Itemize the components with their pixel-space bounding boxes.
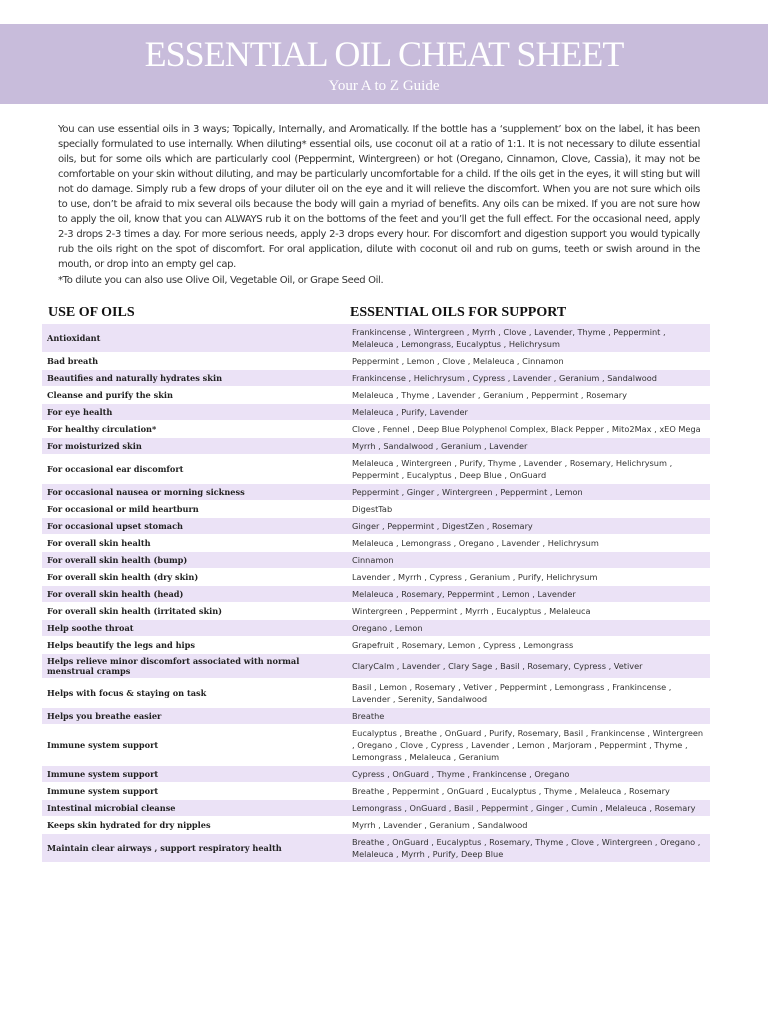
table-row	[42, 834, 710, 862]
oils-cell: DigestTab	[347, 501, 710, 517]
table-row	[42, 637, 710, 653]
table-row	[42, 324, 710, 352]
oils-cell: Breathe , Peppermint , OnGuard , Eucalyptus , Thyme , Melaleuca , Rosemary	[347, 783, 710, 799]
table-row	[42, 800, 710, 816]
table-row	[42, 766, 710, 782]
intro-paragraph: You can use essential oils in 3 ways; Topically, Internally, and Aromatically. If the bottle has a ‘supplement’ box on the label, it has been specially formulated to use internally. When diluting* essential oils, use coconut oil at a ratio of 1:1. It is not necessary to dilute essential oils, but for some oils which are particularly cool (Peppermint, Wintergreen) or hot (Oregano, Cinnamon, Clove, Cassia), it may not be comfortable on your skin without diluting, and may be particularly uncomfortable for a child. If the oils get in the eyes, it will sting but will not do damage. Simply rub a few drops of your diluter oil on the eye and it will relieve the discomfort. When you are not sure which oils to use, don’t be afraid to mix several oils because the body will gain a myriad of benefits. Any oils can be mixed. If you are not sure how to apply the oil, know that you can ALWAYS rub it on the bottoms of the feet and you’ll get the full effect. For the occasional need, apply 2-3 drops 2-3 times a day. For more serious needs, apply 2-3 drops every hour. For discomfort and digestion support you would typically rub the oils right on the spot of discomfort. For oral application, dilute with coconut oil and rub on gums, teeth or swish around in the mouth, or drop into an empty gel cap.	[58, 124, 700, 270]
use-cell: Immune system support	[42, 766, 347, 782]
oils-cell: Frankincense , Helichrysum , Cypress , Lavender , Geranium , Sandalwood	[347, 370, 710, 386]
use-cell: Maintain clear airways , support respiratory health	[42, 834, 347, 862]
use-cell: Cleanse and purify the skin	[42, 387, 347, 403]
use-cell: Helps with focus & staying on task	[42, 679, 347, 707]
use-cell: Bad breath	[42, 353, 347, 369]
oils-cell: ClaryCalm , Lavender , Clary Sage , Basil , Rosemary, Cypress , Vetiver	[347, 654, 710, 678]
oils-cell: Basil , Lemon , Rosemary , Vetiver , Peppermint , Lemongrass , Frankincense , Lavender , Serenity, Sandalwood	[347, 679, 710, 707]
use-cell: Antioxidant	[42, 324, 347, 352]
oils-cell: Breathe	[347, 708, 710, 724]
use-cell: Immune system support	[42, 783, 347, 799]
table-row	[42, 708, 710, 724]
table-row	[42, 484, 710, 500]
table-row	[42, 455, 710, 483]
use-cell: For occasional ear discomfort	[42, 455, 347, 483]
table-row	[42, 783, 710, 799]
table-row	[42, 421, 710, 437]
column-header-use: USE OF OILS	[48, 305, 135, 320]
oils-cell: Breathe , OnGuard , Eucalyptus , Rosemary, Thyme , Clove , Wintergreen , Oregano , Melaleuca , Myrrh , Purify, Deep Blue	[347, 834, 710, 862]
use-cell: Helps beautify the legs and hips	[42, 637, 347, 653]
oils-cell: Frankincense , Wintergreen , Myrrh , Clove , Lavender, Thyme , Peppermint , Melaleuca , Lemongrass, Eucalyptus , Helichrysum	[347, 324, 710, 352]
oils-cell: Cinnamon	[347, 552, 710, 568]
use-cell: For occasional upset stomach	[42, 518, 347, 534]
page-title: ESSENTIAL OIL CHEAT SHEET	[144, 34, 624, 74]
table-row	[42, 569, 710, 585]
oils-cell: Peppermint , Ginger , Wintergreen , Peppermint , Lemon	[347, 484, 710, 500]
use-cell: For overall skin health (irritated skin)	[42, 603, 347, 619]
oils-cell: Ginger , Peppermint , DigestZen , Rosemary	[347, 518, 710, 534]
use-cell: For overall skin health (head)	[42, 586, 347, 602]
table-row	[42, 518, 710, 534]
table-row	[42, 370, 710, 386]
table-row	[42, 353, 710, 369]
table-row	[42, 620, 710, 636]
use-cell: For moisturized skin	[42, 438, 347, 454]
use-cell: Keeps skin hydrated for dry nipples	[42, 817, 347, 833]
use-cell: Help soothe throat	[42, 620, 347, 636]
use-cell: For occasional nausea or morning sickness	[42, 484, 347, 500]
oils-cell: Clove , Fennel , Deep Blue Polyphenol Complex, Black Pepper , Mito2Max , xEO Mega	[347, 421, 710, 437]
oils-cell: Oregano , Lemon	[347, 620, 710, 636]
table-row	[42, 725, 710, 765]
use-cell: For overall skin health (bump)	[42, 552, 347, 568]
table-row	[42, 501, 710, 517]
oils-cell: Wintergreen , Peppermint , Myrrh , Eucalyptus , Melaleuca	[347, 603, 710, 619]
oils-cell: Eucalyptus , Breathe , OnGuard , Purify, Rosemary, Basil , Frankincense , Wintergreen , Oregano , Clove , Cypress , Lavender , Lemon , Marjoram , Peppermint , Thyme , Lemongrass , Melaleuca , Geranium	[347, 725, 710, 765]
page-subtitle: Your A to Z Guide	[328, 78, 440, 94]
header-banner	[0, 24, 768, 104]
dilution-note: *To dilute you can also use Olive Oil, Vegetable Oil, or Grape Seed Oil.	[58, 275, 384, 286]
table-row	[42, 603, 710, 619]
use-cell: For occasional or mild heartburn	[42, 501, 347, 517]
table-row	[42, 438, 710, 454]
oils-cell: Melaleuca , Lemongrass , Oregano , Lavender , Helichrysum	[347, 535, 710, 551]
oils-cell: Grapefruit , Rosemary, Lemon , Cypress , Lemongrass	[347, 637, 710, 653]
use-cell: Immune system support	[42, 725, 347, 765]
oils-table	[42, 323, 710, 863]
use-cell: For overall skin health	[42, 535, 347, 551]
oils-cell: Melaleuca , Purify, Lavender	[347, 404, 710, 420]
use-cell: Intestinal microbial cleanse	[42, 800, 347, 816]
table-row	[42, 404, 710, 420]
oils-cell: Cypress , OnGuard , Thyme , Frankincense , Oregano	[347, 766, 710, 782]
use-cell: For overall skin health (dry skin)	[42, 569, 347, 585]
use-cell: Helps you breathe easier	[42, 708, 347, 724]
table-row	[42, 654, 710, 678]
oils-cell: Melaleuca , Rosemary, Peppermint , Lemon , Lavender	[347, 586, 710, 602]
oils-cell: Myrrh , Sandalwood , Geranium , Lavender	[347, 438, 710, 454]
table-row	[42, 679, 710, 707]
use-cell: Beautifies and naturally hydrates skin	[42, 370, 347, 386]
use-cell: Helps relieve minor discomfort associated with normal menstrual cramps	[42, 654, 347, 678]
table-row	[42, 552, 710, 568]
table-row	[42, 817, 710, 833]
column-header-oils: ESSENTIAL OILS FOR SUPPORT	[350, 305, 567, 320]
table-row	[42, 586, 710, 602]
oils-cell: Melaleuca , Wintergreen , Purify, Thyme , Lavender , Rosemary, Helichrysum , Peppermint , Eucalyptus , Deep Blue , OnGuard	[347, 455, 710, 483]
table-row	[42, 387, 710, 403]
table-row	[42, 535, 710, 551]
oils-cell: Myrrh , Lavender , Geranium , Sandalwood	[347, 817, 710, 833]
use-cell: For eye health	[42, 404, 347, 420]
oils-cell: Lemongrass , OnGuard , Basil , Peppermint , Ginger , Cumin , Melaleuca , Rosemary	[347, 800, 710, 816]
oils-cell: Lavender , Myrrh , Cypress , Geranium , Purify, Helichrysum	[347, 569, 710, 585]
oils-cell: Peppermint , Lemon , Clove , Melaleuca , Cinnamon	[347, 353, 710, 369]
oils-cell: Melaleuca , Thyme , Lavender , Geranium , Peppermint , Rosemary	[347, 387, 710, 403]
use-cell: For healthy circulation*	[42, 421, 347, 437]
